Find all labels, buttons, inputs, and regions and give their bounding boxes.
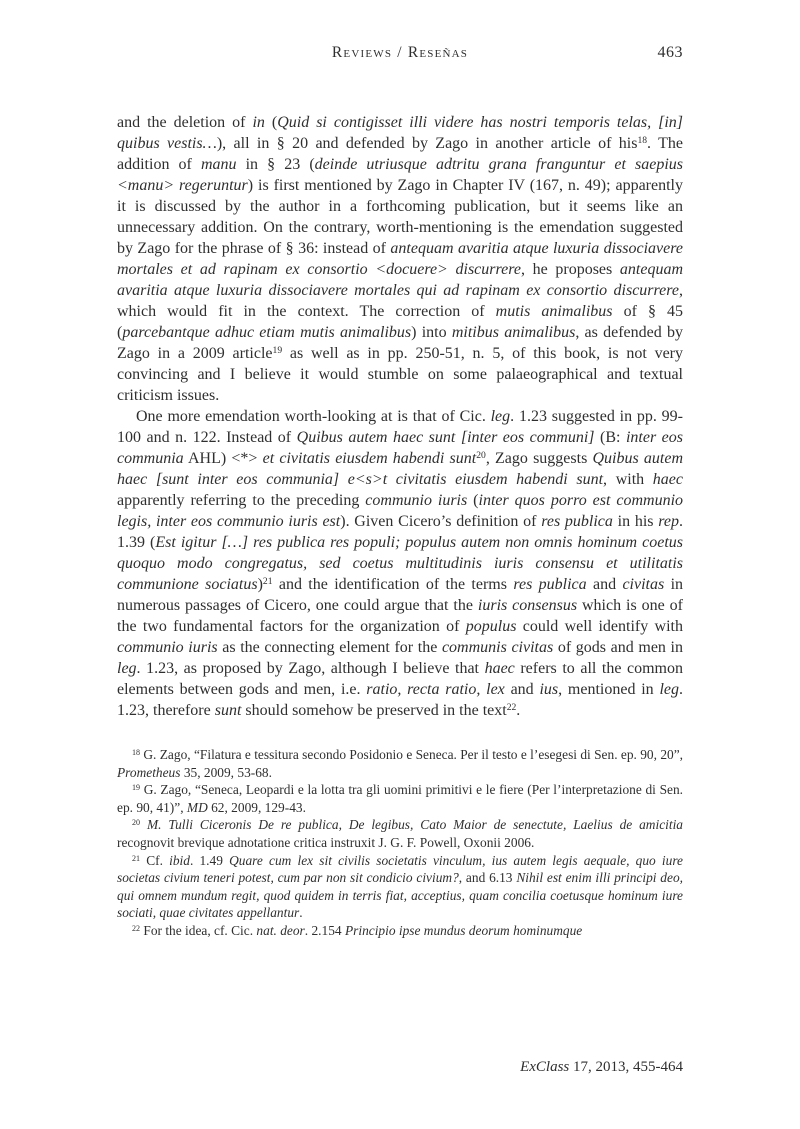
footnotes-block <box>117 746 683 940</box>
page-number: 463 <box>657 44 683 61</box>
body-paragraph-2: One more emendation worth-looking at is that of Cic. leg. 1.23 suggested in pp. 99-100 and n. 122. Instead of Quibus autem haec sunt [inter eos communi] (B: inter eos communia AHL) <*> et civitatis eiusdem habendi sunt$^{20}$, Zago suggests Quibus autem haec [sunt inter eos communia] e<s>t civitatis eiusdem habendi sunt, with haec apparently referring to the preceding communio iuris (inter quos porro est communio legis, inter eos communio iuris est). Given Cicero’s definition of res publica in his rep. 1.39 (Est igitur […] res publica res populi; populus autem non omnis hominum coetus quoquo modo congregatus, sed coetus multitudinis iuris consensu et utilitatis communione sociatus)$^{21}$ and the identification of the terms res publica and civitas in numerous passages of Cicero, one could argue that the iuris consensus which is one of the two fundamental factors for the organization of populus could well identify with communio iuris as the connecting element for the communis civitas of gods and men in leg. 1.23, as proposed by Zago, although I believe that haec refers to all the common elements between gods and men, i.e. ratio, recta ratio, lex and ius, mentioned in leg. 1.23, therefore sunt should somehow be preserved in the text$^{22}$. <box>117 408 684 719</box>
journal-citation-footer: ExClass 17, 2013, 455-464 <box>520 1059 683 1075</box>
review-body <box>117 112 683 721</box>
page-title: Reviews / Reseñas <box>331 44 469 61</box>
footnote-19: $^{19}$ G. Zago, “Seneca, Leopardi e la lotta tra gli uomini primitivi e le fiere (Per l’interpretazione di Sen. ep. 90, 41)”, MD 62, 2009, 129-43. <box>117 782 683 815</box>
footnote-22: $^{22}$ For the idea, cf. Cic. nat. deor. 2.154 Principio ipse mundus deorum hominumque <box>132 922 583 938</box>
footnote-20: $^{20}$ M. Tulli Ciceronis De re publica, De legibus, Cato Maior de senectute, Laelius de amicitia recognovit brevique adnotatione critica instruxit J. G. F. Powell, Oxonii 2006. <box>117 817 683 850</box>
body-paragraph-1: and the deletion of in (Quid si contigisset illi videre has nostri temporis telas, [in] quibus vestis…), all in § 20 and defended by Zago in another article of his$^{18}$. The addition of manu in § 23 (deinde utriusque adtritu grana franguntur et saepius <manu> regeruntur) is first mentioned by Zago in Chapter IV (167, n. 49); apparently it is discussed by the author in a forthcoming publication, but it seems like an unnecessary addition. On the contrary, worth-mentioning is the emendation suggested by Zago for the phrase of § 36: instead of antequam avaritia atque luxuria dissociavere mortales et ad rapinam ex consortio <docuere> discurrere, he proposes antequam avaritia atque luxuria dissociavere mortales qui ad rapinam ex consortio discurrere, which would fit in the context. The correction of mutis animalibus of § 45 (parcebantque adhuc etiam mutis animalibus) into mitibus animalibus, as defended by Zago in a 2009 article$^{19}$ as well as in pp. 250-51, n. 5, of this book, is not very convincing and I believe it would stumble on some palaeographical and textual criticism issues. <box>117 114 684 404</box>
running-header <box>117 44 683 62</box>
footnote-18: $^{18}$ G. Zago, “Filatura e tessitura secondo Posidonio e Seneca. Per il testo e l’esegesi di Sen. ep. 90, 20”, Prometheus 35, 2009, 53-68. <box>117 747 683 780</box>
footnote-21: $^{21}$ Cf. ibid. 1.49 Quare cum lex sit civilis societatis vinculum, ius autem legis aequale, quo iure societas civium teneri potest, cum par non sit condicio civium?, and 6.13 Nihil est enim illi principi deo, qui omnem mundum regit, quod quidem in terris fiat, acceptius, quam concilia coetusque hominum iure sociati, quae civitates appellantur. <box>117 852 683 921</box>
